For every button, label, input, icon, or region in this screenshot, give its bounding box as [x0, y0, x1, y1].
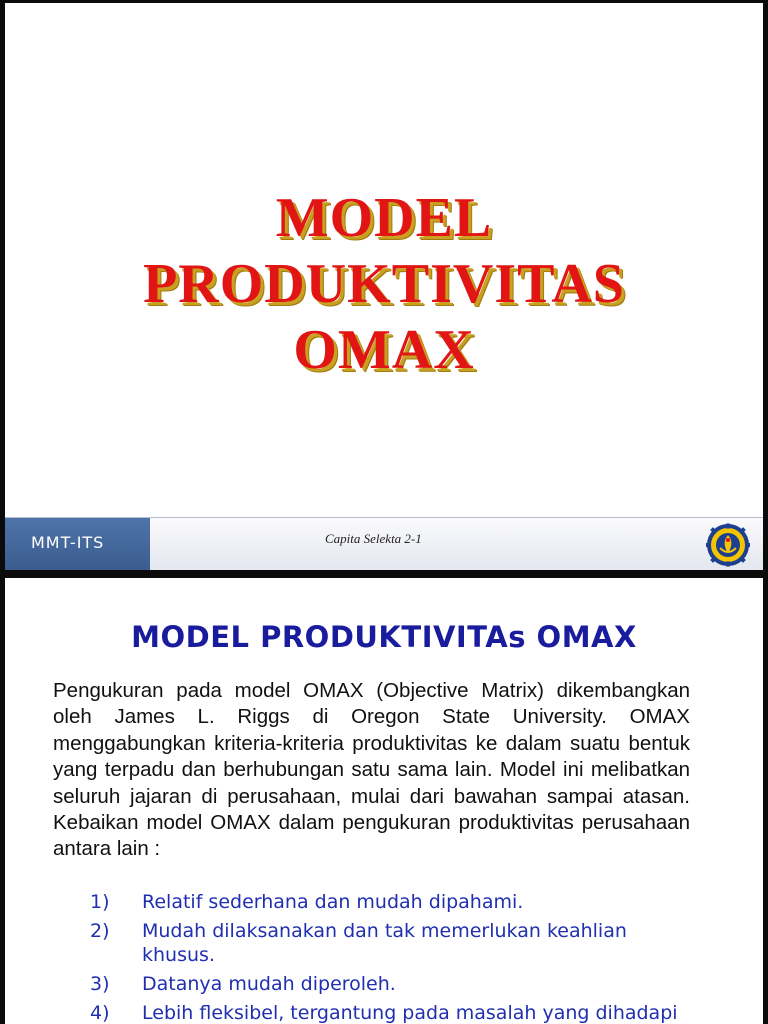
title-line-1: MODEL — [275, 187, 493, 249]
footer-course-label: Capita Selekta 2-1 — [325, 531, 422, 546]
list-item-number: 3) — [90, 973, 110, 995]
list-item — [90, 1001, 690, 1024]
list-item — [90, 890, 690, 914]
slide-2 — [5, 578, 763, 1024]
list-item-number: 4) — [90, 1002, 110, 1024]
list-item-number: 1) — [90, 891, 110, 913]
list-item — [90, 919, 690, 967]
list-item-number: 2) — [90, 920, 110, 942]
list-item — [90, 972, 690, 996]
slide-footer — [5, 517, 763, 570]
advantages-list — [90, 890, 690, 1024]
footer-tag: MMT-ITS — [5, 518, 150, 570]
its-emblem-icon — [705, 523, 751, 567]
slide-1-title — [5, 185, 763, 383]
list-item-text: Relatif sederhana dan mudah dipahami. — [142, 891, 524, 913]
slide-1 — [5, 3, 763, 570]
title-line-3: OMAX — [293, 319, 475, 381]
list-item-text: Mudah dilaksanakan dan tak memerlukan keahlian khusus. — [142, 920, 627, 966]
title-line-2: PRODUKTIVITAS — [143, 253, 625, 315]
slide-2-title: MODEL PRODUKTIVITAs OMAX — [131, 620, 637, 654]
slide-2-paragraph: Pengukuran pada model OMAX (Objective Matrix) dikembangkan oleh James L. Riggs di Oregon State University. OMAX menggabungkan kriteria-kriteria produktivitas ke dalam suatu bentuk yang terpadu dan berhubungan satu sama lain. Model ini melibatkan seluruh jajaran di perusahaan, mulai dari bawahan sampai atasan. Kebaikan model OMAX dalam pengukuran produktivitas perusahaan antara lain : — [53, 679, 690, 861]
list-item-text: Datanya mudah diperoleh. — [142, 973, 396, 995]
list-item-text: Lebih fleksibel, tergantung pada masalah yang dihadapi — [142, 1002, 678, 1024]
